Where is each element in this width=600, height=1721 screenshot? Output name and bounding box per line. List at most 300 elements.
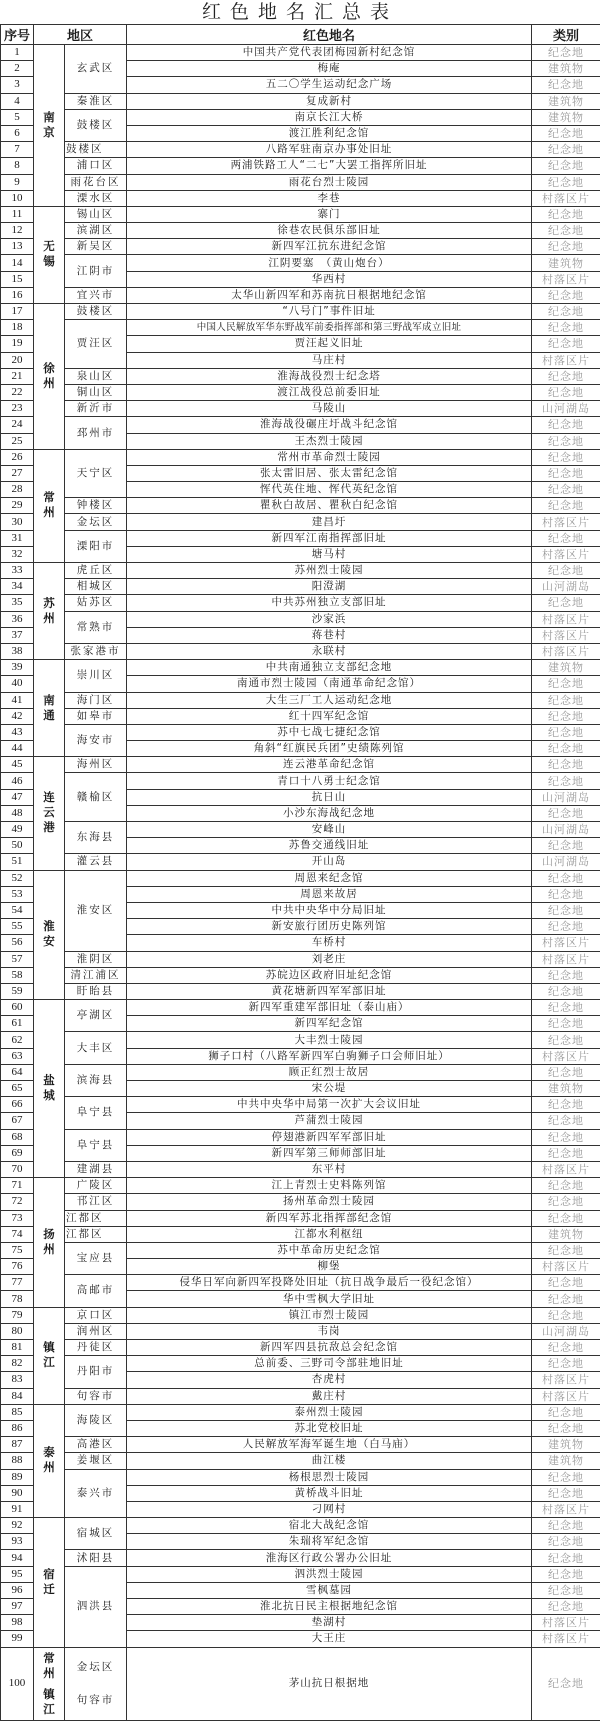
red-place-names-table <box>0 24 600 1721</box>
district-cell: 姑苏区 <box>65 595 127 611</box>
category-label: 村落区片 <box>532 1259 600 1275</box>
category-label: 纪念地 <box>532 1647 600 1720</box>
place-name: 新四军江抗东进纪念馆 <box>127 239 532 255</box>
district-cell: 浦口区 <box>65 158 127 174</box>
row-seq: 76 <box>1 1259 34 1275</box>
category-label: 村落区片 <box>532 935 600 951</box>
table-row <box>1 595 600 611</box>
district-cell: 盱眙县 <box>65 983 127 999</box>
row-seq: 64 <box>1 1064 34 1080</box>
place-name: 五二〇学生运动纪念广场 <box>127 77 532 93</box>
city-label: 南通 <box>42 693 56 723</box>
place-name: 张太雷旧居、张太雷纪念馆 <box>127 465 532 481</box>
row-seq: 5 <box>1 109 34 125</box>
row-seq: 42 <box>1 708 34 724</box>
place-name: 常州市革命烈士陵园 <box>127 449 532 465</box>
row-seq: 3 <box>1 77 34 93</box>
district-cell: 阜宁县 <box>65 1097 127 1129</box>
category-label: 建筑物 <box>532 61 600 77</box>
place-name: 华西村 <box>127 271 532 287</box>
category-label: 纪念地 <box>532 482 600 498</box>
category-label: 纪念地 <box>532 465 600 481</box>
row-seq: 34 <box>1 579 34 595</box>
district-cell: 广陵区 <box>65 1178 127 1194</box>
place-name: 淮海区行政公署办公旧址 <box>127 1550 532 1566</box>
city-label: 常州 <box>42 490 56 520</box>
place-name: 苏中七战七捷纪念馆 <box>127 724 532 740</box>
category-label: 纪念地 <box>532 757 600 773</box>
city-cell <box>34 1178 65 1308</box>
place-name: 渡江胜利纪念馆 <box>127 125 532 141</box>
category-label: 纪念地 <box>532 1000 600 1016</box>
table-row <box>1 514 600 530</box>
row-seq: 79 <box>1 1307 34 1323</box>
city-cell <box>34 757 65 870</box>
table-row <box>1 1226 600 1242</box>
category-label: 纪念地 <box>532 724 600 740</box>
district-cell: 沭阳县 <box>65 1550 127 1566</box>
district-cell: 大丰区 <box>65 1032 127 1064</box>
row-seq: 44 <box>1 741 34 757</box>
place-name: 角斜“红旗民兵团”史绩陈列馆 <box>127 741 532 757</box>
table-row <box>1 417 600 433</box>
district-cell: 常熟市 <box>65 611 127 643</box>
district-cell <box>65 1647 127 1720</box>
table-row <box>1 708 600 724</box>
table-header-row <box>1 25 600 45</box>
category-label: 村落区片 <box>532 1501 600 1517</box>
district-cell: 新沂市 <box>65 401 127 417</box>
city-cell <box>34 449 65 562</box>
district-cell: 江都区 <box>65 1226 127 1242</box>
header-region: 地区 <box>34 25 127 45</box>
category-label: 建筑物 <box>532 255 600 271</box>
row-seq: 37 <box>1 627 34 643</box>
table-row <box>1 368 600 384</box>
category-label: 纪念地 <box>532 1210 600 1226</box>
header-name: 红色地名 <box>127 25 532 45</box>
category-label: 纪念地 <box>532 449 600 465</box>
table-row <box>1 1404 600 1420</box>
place-name: 刘老庄 <box>127 951 532 967</box>
category-label: 纪念地 <box>532 1194 600 1210</box>
district-cell: 秦淮区 <box>65 93 127 109</box>
city-label: 南京 <box>42 110 56 140</box>
row-seq: 54 <box>1 902 34 918</box>
city-stack <box>34 1651 64 1717</box>
city-label: 泰州 <box>42 1445 56 1475</box>
row-seq: 58 <box>1 967 34 983</box>
row-seq: 16 <box>1 287 34 303</box>
place-name: 淮海战役烈士纪念塔 <box>127 368 532 384</box>
place-name: 小沙东海战纪念地 <box>127 805 532 821</box>
row-seq: 10 <box>1 190 34 206</box>
place-name: 复成新村 <box>127 93 532 109</box>
table-row <box>1 320 600 336</box>
place-name: 中共中央华中局第一次扩大会议旧址 <box>127 1097 532 1113</box>
place-name: “八号门”事件旧址 <box>127 304 532 320</box>
place-name: 中共中央华中分局旧址 <box>127 902 532 918</box>
city-label: 镇江 <box>42 1687 56 1717</box>
city-label: 无锡 <box>42 239 56 269</box>
table-row <box>1 1550 600 1566</box>
district-cell: 海州区 <box>65 757 127 773</box>
table-row <box>1 692 600 708</box>
district-cell: 铜山区 <box>65 384 127 400</box>
category-label: 纪念地 <box>532 1032 600 1048</box>
place-name: 王杰烈士陵园 <box>127 433 532 449</box>
row-seq: 27 <box>1 465 34 481</box>
row-seq: 28 <box>1 482 34 498</box>
row-seq: 17 <box>1 304 34 320</box>
category-label: 纪念地 <box>532 384 600 400</box>
district-cell: 溧阳市 <box>65 530 127 562</box>
place-name: 柳堡 <box>127 1259 532 1275</box>
category-label: 山河湖岛 <box>532 401 600 417</box>
place-name: 建昌圩 <box>127 514 532 530</box>
district-cell: 虎丘区 <box>65 563 127 579</box>
row-seq: 80 <box>1 1323 34 1339</box>
place-name: 淮海战役碾庄圩战斗纪念馆 <box>127 417 532 433</box>
category-label: 村落区片 <box>532 1631 600 1647</box>
category-label: 纪念地 <box>532 1582 600 1598</box>
table-row <box>1 530 600 546</box>
category-label: 纪念地 <box>532 886 600 902</box>
category-label: 村落区片 <box>532 951 600 967</box>
table-row <box>1 983 600 999</box>
row-seq: 8 <box>1 158 34 174</box>
district-cell: 江都区 <box>65 1210 127 1226</box>
city-cell <box>34 206 65 303</box>
district-cell: 鼓楼区 <box>65 142 127 158</box>
place-name: 马陵山 <box>127 401 532 417</box>
table-row <box>1 142 600 158</box>
row-seq: 53 <box>1 886 34 902</box>
place-name: 恽代英住地、恽代英纪念馆 <box>127 482 532 498</box>
row-seq: 83 <box>1 1372 34 1388</box>
category-label: 村落区片 <box>532 611 600 627</box>
row-seq: 21 <box>1 368 34 384</box>
category-label: 纪念地 <box>532 174 600 190</box>
district-cell: 鼓楼区 <box>65 109 127 141</box>
place-name: 停翅港新四军军部旧址 <box>127 1129 532 1145</box>
district-cell: 丹阳市 <box>65 1356 127 1388</box>
place-name: 大王庄 <box>127 1631 532 1647</box>
table-row-shared <box>1 1647 600 1720</box>
row-seq: 43 <box>1 724 34 740</box>
district-cell: 滨海县 <box>65 1064 127 1096</box>
city-cell <box>34 870 65 1000</box>
category-label: 纪念地 <box>532 433 600 449</box>
row-seq: 57 <box>1 951 34 967</box>
place-name: 新四军四县抗敌总会纪念馆 <box>127 1340 532 1356</box>
row-seq: 2 <box>1 61 34 77</box>
place-name: 雪枫墓园 <box>127 1582 532 1598</box>
category-label: 纪念地 <box>532 498 600 514</box>
row-seq: 48 <box>1 805 34 821</box>
category-label: 纪念地 <box>532 692 600 708</box>
district-cell: 新吴区 <box>65 239 127 255</box>
table-row <box>1 579 600 595</box>
row-seq: 82 <box>1 1356 34 1372</box>
district-cell: 泰兴市 <box>65 1469 127 1518</box>
place-name: 黄花塘新四军军部旧址 <box>127 983 532 999</box>
place-name: 泰州烈士陵园 <box>127 1404 532 1420</box>
place-name: 新四军纪念馆 <box>127 1016 532 1032</box>
city-label: 苏州 <box>42 596 56 626</box>
place-name: 杏虎村 <box>127 1372 532 1388</box>
place-name: 寨门 <box>127 206 532 222</box>
category-label: 建筑物 <box>532 1226 600 1242</box>
city-label: 淮安 <box>42 919 56 949</box>
district-cell: 邗江区 <box>65 1194 127 1210</box>
row-seq: 84 <box>1 1388 34 1404</box>
district-cell: 阜宁县 <box>65 1129 127 1161</box>
district-cell: 高邮市 <box>65 1275 127 1307</box>
category-label: 纪念地 <box>532 919 600 935</box>
row-seq: 31 <box>1 530 34 546</box>
place-name: 大丰烈士陵园 <box>127 1032 532 1048</box>
row-seq: 85 <box>1 1404 34 1420</box>
table-row <box>1 854 600 870</box>
place-name: 黄桥战斗旧址 <box>127 1485 532 1501</box>
table-body <box>1 45 600 1721</box>
row-seq: 72 <box>1 1194 34 1210</box>
place-name: 侵华日军向新四军投降处旧址（抗日战争最后一役纪念馆） <box>127 1275 532 1291</box>
row-seq: 62 <box>1 1032 34 1048</box>
category-label: 村落区片 <box>532 514 600 530</box>
table-row <box>1 1000 600 1016</box>
category-label: 纪念地 <box>532 1534 600 1550</box>
category-label: 纪念地 <box>532 838 600 854</box>
table-row <box>1 1032 600 1048</box>
district-cell: 句容市 <box>65 1388 127 1404</box>
row-seq: 6 <box>1 125 34 141</box>
row-seq: 13 <box>1 239 34 255</box>
row-seq: 98 <box>1 1615 34 1631</box>
row-seq: 50 <box>1 838 34 854</box>
row-seq: 45 <box>1 757 34 773</box>
row-seq: 74 <box>1 1226 34 1242</box>
table-row <box>1 1275 600 1291</box>
category-label: 纪念地 <box>532 304 600 320</box>
row-seq: 49 <box>1 822 34 838</box>
row-seq: 35 <box>1 595 34 611</box>
place-name: 徐巷农民俱乐部旧址 <box>127 223 532 239</box>
category-label: 村落区片 <box>532 546 600 562</box>
place-name: 南京长江大桥 <box>127 109 532 125</box>
row-seq: 89 <box>1 1469 34 1485</box>
category-label: 纪念地 <box>532 595 600 611</box>
place-name: 总前委、三野司令部驻地旧址 <box>127 1356 532 1372</box>
place-name: 李巷 <box>127 190 532 206</box>
row-seq: 97 <box>1 1599 34 1615</box>
table-row <box>1 1340 600 1356</box>
row-seq: 22 <box>1 384 34 400</box>
district-cell: 建湖县 <box>65 1161 127 1177</box>
district-cell: 如皋市 <box>65 708 127 724</box>
row-seq: 65 <box>1 1081 34 1097</box>
category-label: 建筑物 <box>532 1081 600 1097</box>
district-cell: 张家港市 <box>65 643 127 659</box>
category-label: 纪念地 <box>532 1145 600 1161</box>
table-row <box>1 1566 600 1582</box>
city-label: 盐城 <box>42 1073 56 1103</box>
city-label: 宿迁 <box>42 1567 56 1597</box>
category-label: 建筑物 <box>532 660 600 676</box>
district-cell: 崇川区 <box>65 660 127 692</box>
category-label: 纪念地 <box>532 1307 600 1323</box>
category-label: 纪念地 <box>532 1485 600 1501</box>
category-label: 纪念地 <box>532 320 600 336</box>
category-label: 纪念地 <box>532 287 600 303</box>
table-row <box>1 1064 600 1080</box>
place-name: 塘马村 <box>127 546 532 562</box>
row-seq: 9 <box>1 174 34 190</box>
district-cell: 宿城区 <box>65 1518 127 1550</box>
table-row <box>1 1307 600 1323</box>
category-label: 村落区片 <box>532 271 600 287</box>
row-seq: 60 <box>1 1000 34 1016</box>
table-row <box>1 1097 600 1113</box>
place-name: 大生三厂工人运动纪念地 <box>127 692 532 708</box>
place-name: 南通市烈士陵园（南通革命纪念馆） <box>127 676 532 692</box>
row-seq: 92 <box>1 1518 34 1534</box>
place-name: 泗洪烈士陵园 <box>127 1566 532 1582</box>
table-row <box>1 223 600 239</box>
city-cell <box>34 1518 65 1648</box>
place-name: 人民解放军海军诞生地（白马庙） <box>127 1437 532 1453</box>
header-category: 类别 <box>532 25 600 45</box>
district-cell: 海门区 <box>65 692 127 708</box>
place-name: 江阴要塞 （黄山炮台） <box>127 255 532 271</box>
row-seq: 46 <box>1 773 34 789</box>
district-cell: 相城区 <box>65 579 127 595</box>
category-label: 纪念地 <box>532 223 600 239</box>
row-seq: 95 <box>1 1566 34 1582</box>
category-label: 村落区片 <box>532 1372 600 1388</box>
category-label: 纪念地 <box>532 206 600 222</box>
place-name: 狮子口村（八路军新四军白驹狮子口会师旧址） <box>127 1048 532 1064</box>
category-label: 村落区片 <box>532 1161 600 1177</box>
district-cell: 雨花台区 <box>65 174 127 190</box>
category-label: 村落区片 <box>532 190 600 206</box>
category-label: 村落区片 <box>532 643 600 659</box>
row-seq: 66 <box>1 1097 34 1113</box>
table-row <box>1 174 600 190</box>
row-seq: 38 <box>1 643 34 659</box>
table-row <box>1 384 600 400</box>
place-name: 蒋巷村 <box>127 627 532 643</box>
row-seq: 70 <box>1 1161 34 1177</box>
category-label: 纪念地 <box>532 1178 600 1194</box>
row-seq: 36 <box>1 611 34 627</box>
district-cell: 泉山区 <box>65 368 127 384</box>
category-label: 村落区片 <box>532 1615 600 1631</box>
category-label: 纪念地 <box>532 1469 600 1485</box>
district-cell: 海安市 <box>65 724 127 756</box>
category-label: 纪念地 <box>532 1550 600 1566</box>
category-label: 村落区片 <box>532 1048 600 1064</box>
table-row <box>1 304 600 320</box>
district-cell: 宜兴市 <box>65 287 127 303</box>
category-label: 纪念地 <box>532 239 600 255</box>
place-name: 雨花台烈士陵园 <box>127 174 532 190</box>
district-cell: 锡山区 <box>65 206 127 222</box>
row-seq: 96 <box>1 1582 34 1598</box>
category-label: 纪念地 <box>532 1356 600 1372</box>
place-name: 八路军驻南京办事处旧址 <box>127 142 532 158</box>
place-name: 中共南通独立支部纪念地 <box>127 660 532 676</box>
category-label: 纪念地 <box>532 1113 600 1129</box>
table-row <box>1 1194 600 1210</box>
category-label: 纪念地 <box>532 967 600 983</box>
row-seq: 30 <box>1 514 34 530</box>
table-row <box>1 1161 600 1177</box>
category-label: 山河湖岛 <box>532 789 600 805</box>
place-name: 淮北抗日民主根据地纪念馆 <box>127 1599 532 1615</box>
row-seq: 7 <box>1 142 34 158</box>
district-cell: 东海县 <box>65 822 127 854</box>
city-cell <box>34 304 65 450</box>
table-row <box>1 158 600 174</box>
category-label: 纪念地 <box>532 1599 600 1615</box>
row-seq: 67 <box>1 1113 34 1129</box>
category-label: 纪念地 <box>532 1420 600 1436</box>
place-name: 戴庄村 <box>127 1388 532 1404</box>
row-seq: 11 <box>1 206 34 222</box>
district-cell: 淮阴区 <box>65 951 127 967</box>
row-seq: 20 <box>1 352 34 368</box>
place-name: 东平村 <box>127 1161 532 1177</box>
row-seq: 14 <box>1 255 34 271</box>
city-label: 连云港 <box>42 790 56 835</box>
row-seq: 69 <box>1 1145 34 1161</box>
category-label: 纪念地 <box>532 77 600 93</box>
table-row <box>1 498 600 514</box>
table-row <box>1 757 600 773</box>
row-seq: 59 <box>1 983 34 999</box>
category-label: 纪念地 <box>532 417 600 433</box>
row-seq: 68 <box>1 1129 34 1145</box>
table-row <box>1 109 600 125</box>
place-name: 苏北党校旧址 <box>127 1420 532 1436</box>
row-seq: 32 <box>1 546 34 562</box>
place-name: 顾正红烈士故居 <box>127 1064 532 1080</box>
row-seq: 75 <box>1 1242 34 1258</box>
place-name: 周恩来故居 <box>127 886 532 902</box>
table-row <box>1 1178 600 1194</box>
district-cell: 润州区 <box>65 1323 127 1339</box>
district-stack <box>65 1651 126 1717</box>
place-name: 新安旅行团历史陈列馆 <box>127 919 532 935</box>
category-label: 山河湖岛 <box>532 1323 600 1339</box>
category-label: 建筑物 <box>532 93 600 109</box>
row-seq: 41 <box>1 692 34 708</box>
category-label: 山河湖岛 <box>532 579 600 595</box>
place-name: 芦蒲烈士陵园 <box>127 1113 532 1129</box>
district-cell: 清江浦区 <box>65 967 127 983</box>
row-seq: 55 <box>1 919 34 935</box>
table-row <box>1 660 600 676</box>
table-row <box>1 206 600 222</box>
district-cell: 江阴市 <box>65 255 127 287</box>
table-row <box>1 1453 600 1469</box>
place-name: 新四军苏北指挥部纪念馆 <box>127 1210 532 1226</box>
city-label: 镇江 <box>42 1340 56 1370</box>
category-label: 纪念地 <box>532 1518 600 1534</box>
category-label: 纪念地 <box>532 336 600 352</box>
